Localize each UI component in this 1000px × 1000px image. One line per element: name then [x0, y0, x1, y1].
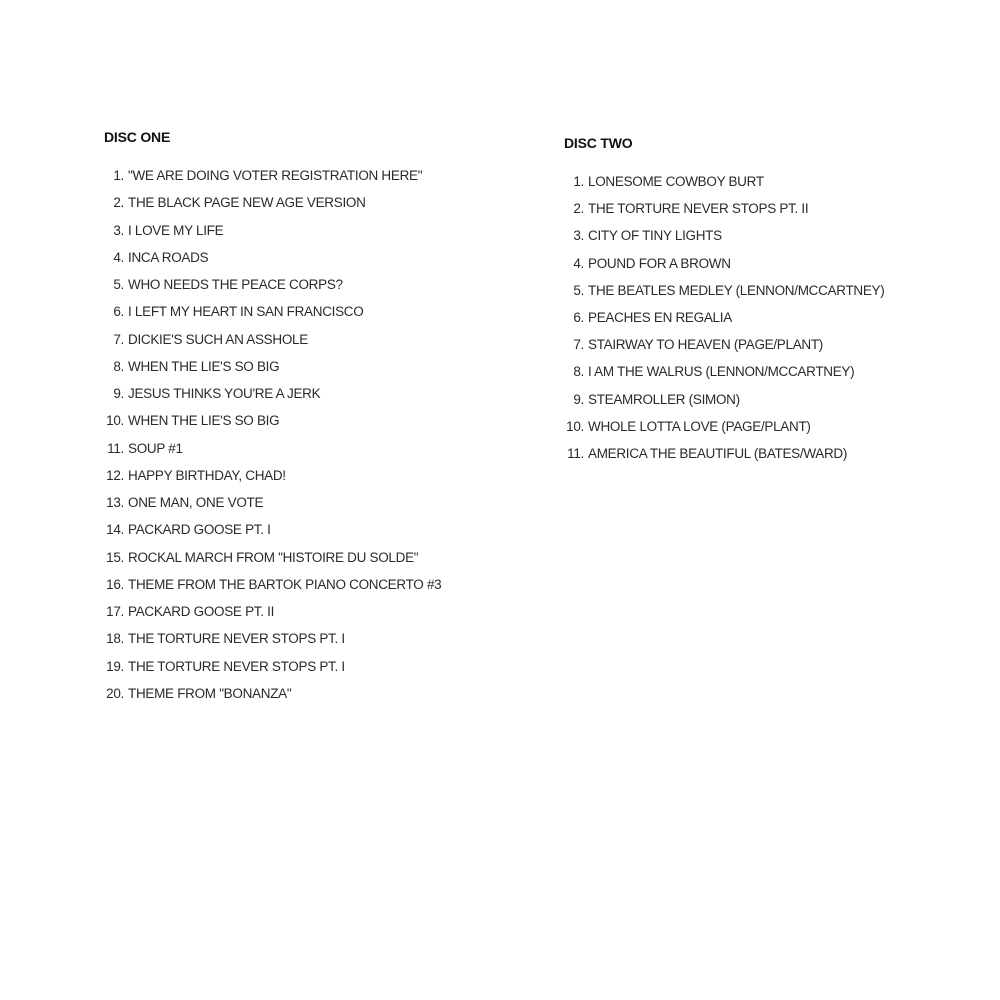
- track-title: THE TORTURE NEVER STOPS PT. I: [128, 631, 345, 647]
- track-item: [104, 331, 441, 358]
- track-item: [104, 249, 441, 276]
- disc-one-section: [104, 128, 442, 701]
- track-title: I LEFT MY HEART IN SAN FRANCISCO: [128, 304, 364, 320]
- track-item: [564, 418, 884, 445]
- track-item: [104, 412, 441, 439]
- track-title: PACKARD GOOSE PT. II: [128, 604, 275, 619]
- track-item: [564, 336, 884, 363]
- track-number: 1.: [113, 168, 124, 183]
- track-title: PEACHES EN REGALIA: [588, 309, 732, 325]
- track-item: [564, 391, 884, 418]
- track-title: HAPPY BIRTHDAY, CHAD!: [128, 467, 286, 483]
- track-title: INCA ROADS: [128, 249, 209, 265]
- track-number: 1.: [573, 174, 584, 189]
- track-item: [104, 549, 441, 576]
- disc-one-title: DISC ONE: [104, 129, 171, 145]
- track-number: 12.: [106, 467, 124, 483]
- track-title: ONE MAN, ONE VOTE: [128, 495, 264, 510]
- track-item: [104, 521, 441, 548]
- track-title: PACKARD GOOSE PT. I: [128, 522, 271, 538]
- track-item: [104, 685, 441, 712]
- track-number: 8.: [113, 358, 124, 374]
- track-title: THEME FROM "BONANZA": [128, 685, 292, 701]
- track-title: DICKIE'S SUCH AN ASSHOLE: [128, 331, 308, 347]
- track-item: [104, 222, 441, 249]
- track-item: [104, 358, 441, 385]
- disc-two-track-list: [564, 173, 884, 472]
- track-title: ROCKAL MARCH FROM "HISTOIRE DU SOLDE": [128, 549, 419, 565]
- track-item: [564, 173, 884, 200]
- track-number: 8.: [573, 364, 584, 380]
- track-item: [104, 467, 441, 494]
- track-title: STEAMROLLER (SIMON): [588, 391, 740, 407]
- track-number: 20.: [106, 685, 124, 701]
- track-item: [104, 194, 441, 221]
- track-item: [104, 167, 441, 194]
- track-number: 18.: [106, 631, 124, 647]
- track-number: 5.: [113, 277, 124, 292]
- track-title: AMERICA THE BEAUTIFUL (BATES/WARD): [588, 445, 848, 461]
- track-title: POUND FOR A BROWN: [588, 255, 731, 271]
- track-item: [104, 494, 441, 521]
- track-number: 16.: [106, 576, 124, 592]
- track-title: THE BLACK PAGE NEW AGE VERSION: [128, 195, 366, 211]
- track-item: [564, 255, 884, 282]
- track-item: [104, 276, 441, 303]
- track-number: 9.: [573, 391, 584, 407]
- track-number: 3.: [113, 222, 124, 238]
- track-number: 3.: [573, 228, 584, 244]
- track-title: THE BEATLES MEDLEY (LENNON/MCCARTNEY): [588, 282, 885, 298]
- track-item: [564, 200, 884, 227]
- track-number: 14.: [106, 522, 124, 538]
- track-item: [104, 576, 441, 603]
- track-number: 9.: [113, 386, 124, 401]
- track-title: JESUS THINKS YOU'RE A JERK: [128, 386, 321, 401]
- track-item: [104, 440, 441, 467]
- track-number: 7.: [573, 337, 584, 353]
- track-item: [104, 303, 441, 330]
- track-title: I LOVE MY LIFE: [128, 222, 224, 238]
- disc-one-track-list: [104, 167, 441, 712]
- disc-two-title: DISC TWO: [564, 135, 633, 151]
- track-title: THEME FROM THE BARTOK PIANO CONCERTO #3: [128, 576, 442, 592]
- track-item: [564, 282, 884, 309]
- track-title: SOUP #1: [128, 440, 183, 456]
- track-number: 19.: [106, 658, 124, 674]
- track-number: 11.: [107, 440, 124, 456]
- track-title: I AM THE WALRUS (LENNON/MCCARTNEY): [588, 364, 855, 380]
- track-number: 4.: [113, 249, 124, 265]
- track-number: 2.: [113, 195, 124, 211]
- track-number: 5.: [573, 282, 584, 298]
- track-number: 10.: [566, 418, 584, 434]
- track-title: LONESOME COWBOY BURT: [588, 174, 764, 189]
- track-number: 4.: [573, 255, 584, 271]
- track-number: 13.: [106, 495, 124, 510]
- track-item: [564, 227, 884, 254]
- track-number: 10.: [106, 413, 124, 429]
- track-number: 2.: [573, 201, 584, 217]
- disc-two-section: [564, 134, 885, 461]
- track-title: STAIRWAY TO HEAVEN (PAGE/PLANT): [588, 337, 824, 353]
- track-item: [564, 309, 884, 336]
- track-title: WHOLE LOTTA LOVE (PAGE/PLANT): [588, 418, 811, 434]
- track-title: CITY OF TINY LIGHTS: [588, 228, 722, 244]
- track-number: 11.: [567, 445, 584, 461]
- track-title: "WE ARE DOING VOTER REGISTRATION HERE": [128, 168, 423, 183]
- track-title: THE TORTURE NEVER STOPS PT. I: [128, 658, 345, 674]
- track-item: [104, 603, 441, 630]
- track-number: 17.: [106, 604, 124, 619]
- track-item: [564, 363, 884, 390]
- track-title: WHO NEEDS THE PEACE CORPS?: [128, 277, 343, 292]
- track-title: WHEN THE LIE'S SO BIG: [128, 413, 280, 429]
- track-number: 7.: [113, 331, 124, 347]
- track-item: [104, 385, 441, 412]
- track-number: 6.: [113, 304, 124, 320]
- track-title: WHEN THE LIE'S SO BIG: [128, 358, 280, 374]
- track-item: [104, 658, 441, 685]
- track-item: [104, 630, 441, 657]
- track-title: THE TORTURE NEVER STOPS PT. II: [588, 201, 809, 217]
- track-number: 6.: [573, 309, 584, 325]
- track-item: [564, 445, 884, 472]
- track-number: 15.: [106, 549, 124, 565]
